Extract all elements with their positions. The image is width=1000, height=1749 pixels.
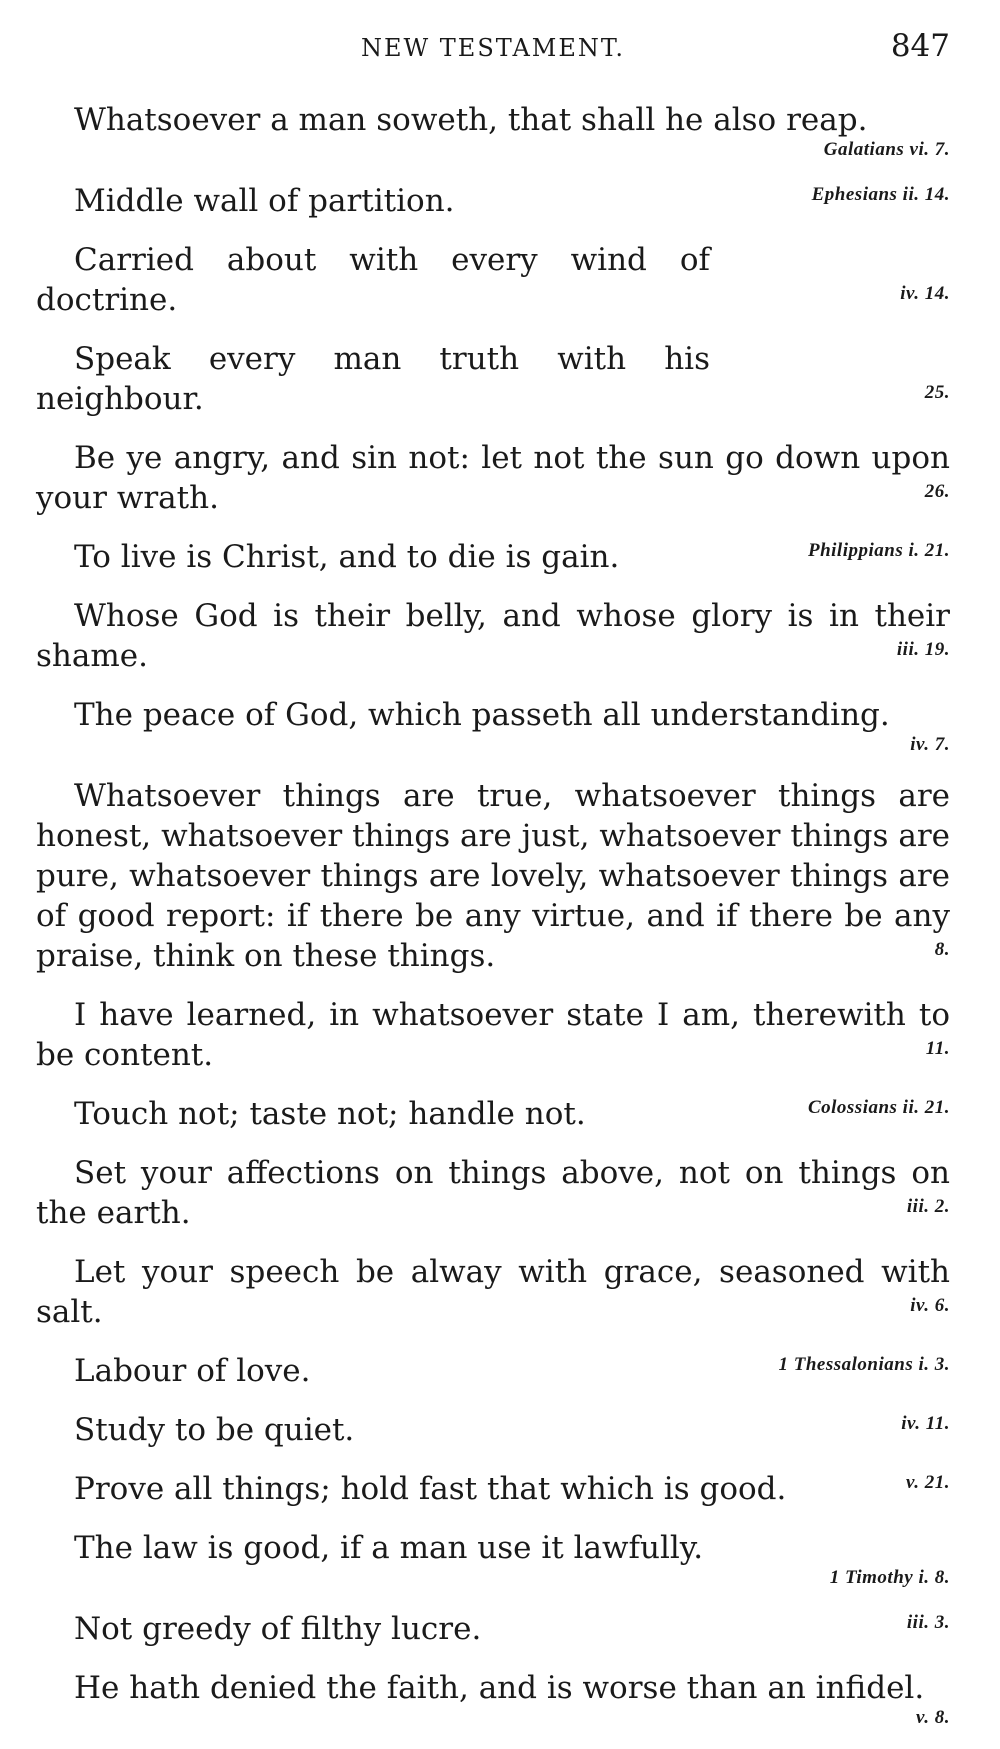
- quotation-entry: [36, 1094, 950, 1134]
- scripture-reference: 8.: [934, 939, 950, 960]
- quotation-text: Touch not; taste not; handle not.: [74, 1096, 586, 1132]
- scripture-reference: v. 8.: [916, 1707, 950, 1728]
- quotation-entry: [36, 776, 950, 976]
- scripture-reference: v. 21.: [906, 1472, 950, 1493]
- quotation-entry: [36, 181, 950, 221]
- quotation-text: Middle wall of partition.: [74, 183, 455, 219]
- scripture-reference: 25.: [924, 382, 950, 403]
- scripture-reference: iii. 19.: [896, 639, 950, 660]
- quotation-text: The law is good, if a man use it lawfully.: [74, 1530, 704, 1566]
- quotation-entry: [36, 1469, 950, 1509]
- page-number: 847: [890, 28, 950, 64]
- quotation-text: The peace of God, which passeth all understanding.: [74, 697, 890, 733]
- quotation-entry: [36, 995, 950, 1075]
- quotation-entry: [36, 695, 950, 757]
- scripture-reference: 11.: [925, 1038, 950, 1059]
- scripture-reference: Ephesians ii. 14.: [811, 184, 950, 205]
- quotation-text: Carried about with every wind of doctrine.: [36, 242, 710, 318]
- quotation-entry: [36, 1351, 950, 1391]
- scripture-reference: iv. 6.: [910, 1295, 950, 1316]
- quotation-text: I have learned, in whatsoever state I am, therewith to be content.: [36, 997, 950, 1073]
- scripture-reference: iv. 7.: [910, 734, 950, 755]
- quotation-text: Study to be quiet.: [74, 1412, 355, 1448]
- scripture-reference: iv. 14.: [900, 283, 950, 304]
- quotation-text: Not greedy of filthy lucre.: [74, 1611, 482, 1647]
- quotation-text: He hath denied the faith, and is worse than an infidel.: [74, 1670, 925, 1706]
- quotation-text: Prove all things; hold fast that which is good.: [74, 1471, 787, 1507]
- scripture-reference: Colossians ii. 21.: [807, 1097, 950, 1118]
- quotation-text: Set your affections on things above, not on things on the earth.: [36, 1155, 950, 1231]
- quotation-entry: [36, 1609, 950, 1649]
- quotation-entry: [36, 339, 950, 419]
- quotation-text: Whatsoever things are true, whatsoever things are honest, whatsoever things are just, whatsoever things are pure, whatsoever things are lovely, whatsoever things are of good report: if there be any virtue, and if there be any praise, think on these things.: [36, 778, 950, 974]
- scripture-reference: Philippians i. 21.: [807, 540, 950, 561]
- scripture-reference: 1 Thessalonians i. 3.: [778, 1354, 950, 1375]
- quotation-entry: [36, 1528, 950, 1590]
- scripture-reference: 26.: [924, 481, 950, 502]
- quotation-text: Whatsoever a man soweth, that shall he also reap.: [74, 102, 868, 138]
- quotation-entry: [36, 100, 950, 162]
- quotation-text: Be ye angry, and sin not: let not the sun go down upon your wrath.: [36, 440, 950, 516]
- running-header: [36, 28, 950, 68]
- quotation-text: Labour of love.: [74, 1353, 311, 1389]
- quotation-text: To live is Christ, and to die is gain.: [74, 539, 620, 575]
- quotation-text: Whose God is their belly, and whose glory is in their shame.: [36, 598, 950, 674]
- quotation-list: [36, 100, 950, 1749]
- scripture-reference: 1 Timothy i. 8.: [829, 1567, 950, 1588]
- quotation-entry: [36, 438, 950, 518]
- quotation-entry: [36, 1252, 950, 1332]
- quotation-text: Speak every man truth with his neighbour.: [36, 341, 710, 417]
- quotation-entry: [36, 1668, 950, 1730]
- quotation-entry: [36, 596, 950, 676]
- scripture-reference: Galatians vi. 7.: [823, 139, 950, 160]
- quotation-entry: [36, 537, 950, 577]
- scripture-reference: iii. 2.: [906, 1196, 950, 1217]
- quotation-entry: [36, 240, 950, 320]
- scripture-reference: iii. 3.: [906, 1612, 950, 1633]
- scripture-reference: iv. 11.: [901, 1413, 950, 1434]
- header-title: NEW TESTAMENT.: [360, 34, 625, 62]
- quotation-entry: [36, 1410, 950, 1450]
- quotation-entry: [36, 1153, 950, 1233]
- quotation-text: Let your speech be alway with grace, seasoned with salt.: [36, 1254, 950, 1330]
